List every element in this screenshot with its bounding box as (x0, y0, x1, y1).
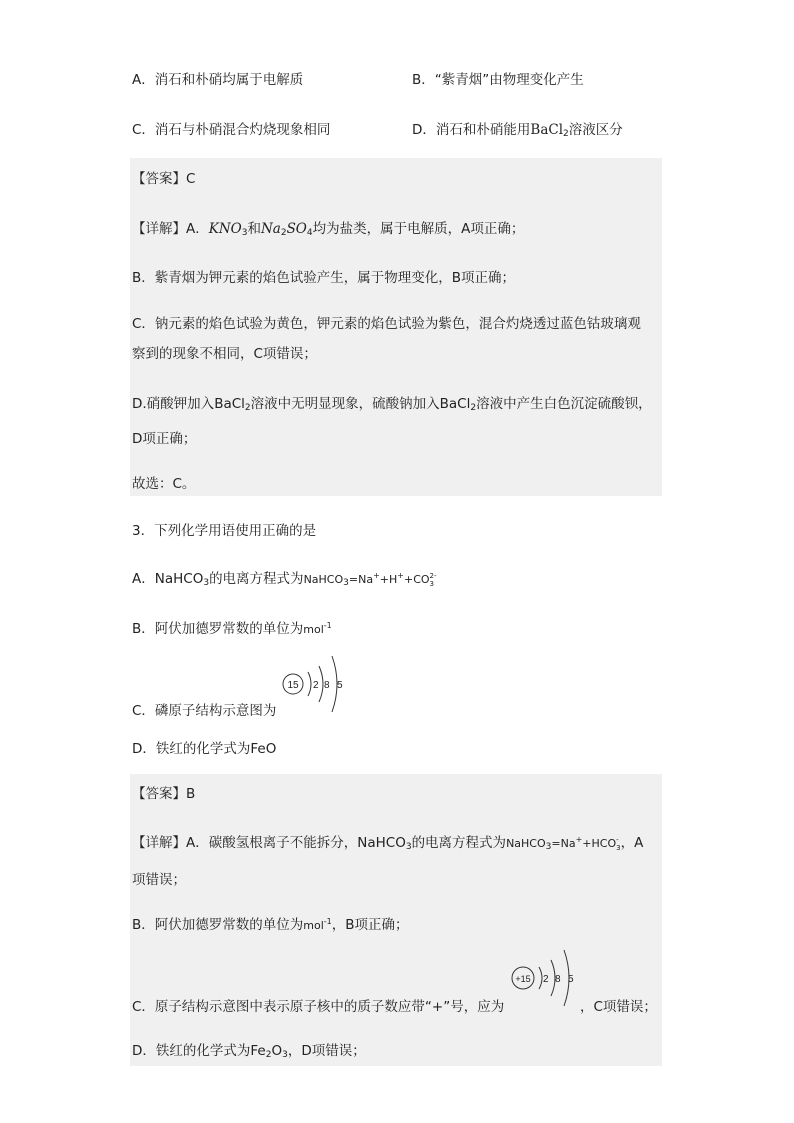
detail-q3-b (132, 913, 409, 933)
na2so4-na: Na (260, 221, 281, 237)
detail-q2-a-rest: 均为盐类，属于电解质，A项正确； (312, 221, 525, 237)
q3-a-eq-supsub (430, 572, 437, 588)
q3-a-mid: 的电离方程式为 (209, 571, 304, 587)
q2-option-d-sub: 2 (563, 129, 569, 139)
detail-q3-b-pre: B．阿伏加德罗常数的单位为 (132, 917, 304, 933)
corrected-shell-count-3: 5 (568, 974, 574, 985)
q2-option-d-post: 溶液区分 (568, 122, 623, 138)
and-word: 和 (247, 221, 261, 237)
corrected-shell-arc-1 (539, 967, 542, 989)
answer-q2: 【答案】C (132, 171, 196, 187)
q3-b-pre: B．阿伏加德罗常数的单位为 (132, 621, 304, 637)
detail-q3-eq-2: =Na (551, 837, 576, 850)
choose-q2: 故选：C。 (132, 476, 196, 492)
q3-a-eq-sup1: + (373, 571, 380, 580)
bacl2-formula: BaCl (214, 396, 245, 412)
kno3-formula: KNO (208, 221, 242, 237)
bacl2-sub: 2 (244, 403, 251, 413)
q3-stem: 3．下列化学用语使用正确的是 (132, 523, 317, 539)
q3-b-unit: mol (303, 623, 324, 636)
answer-q3: 【答案】B (132, 786, 196, 802)
q3-d-formula: FeO (250, 741, 277, 757)
detail-q3-a1-pre: 【详解】A．碳酸氢根离子不能拆分， (132, 835, 358, 851)
detail-q2-c1: C．钠元素的焰色试验为黄色，钾元素的焰色试验为紫色，混合灼烧透过蓝色钴玻璃观 (132, 316, 641, 332)
detail-q3-c-pre: C．原子结构示意图中表示原子核中的质子数应带“+”号，应为 (132, 999, 505, 1015)
q3-d-pre: D．铁红的化学式为 (132, 741, 251, 757)
q3-option-a (132, 567, 437, 588)
q3-a-equation (304, 573, 437, 586)
q2-option-d-formula: BaCl (530, 122, 564, 138)
q2-option-c: C．消石与朴硝混合灼烧现象相同 (132, 122, 331, 138)
nucleus-label: 15 (287, 680, 299, 691)
q3-a-eq-sub: 3 (343, 578, 349, 588)
q2-option-d (412, 118, 623, 139)
detail-q3-a2: 项错误； (132, 872, 186, 888)
detail-q3-eq-3: +HCO (582, 837, 617, 850)
detail-q3-d-sub1: 2 (265, 1050, 272, 1060)
detail-q3-eq-sub: 3 (545, 842, 552, 852)
q3-a-eq-1: NaHCO (303, 573, 344, 586)
na2so4-sub1: 2 (280, 228, 287, 238)
detail-q3-d-fe: Fe (250, 1043, 266, 1059)
detail-q3-d-sub2: 3 (282, 1050, 288, 1060)
detail-q2-d1-mid: 溶液中无明显现象，硫酸钠加入 (250, 396, 440, 412)
q3-a-eq-4: +CO (403, 573, 430, 586)
detail-q3-a1 (132, 831, 643, 852)
corrected-shell-count-1: 2 (543, 974, 549, 985)
q3-option-b (132, 617, 332, 637)
q3-a-eq-3: +H (379, 573, 398, 586)
q3-a-eq-sup2: + (397, 571, 404, 580)
detail-q3-d-o: O (271, 1043, 283, 1059)
detail-q3-a1-mid: 的电离方程式为 (411, 835, 507, 851)
kno3-sub: 3 (241, 228, 248, 238)
detail-q3-a1-formula: NaHCO (357, 835, 406, 851)
detail-q3-b-post: ，B项正确； (331, 917, 409, 933)
detail-q3-eq-sup2: - (616, 836, 619, 844)
detail-q3-a1-equation (506, 837, 621, 850)
detail-q2-c2: 察到的现象不相同，C项错误； (132, 346, 317, 362)
corrected-atom-diagram (510, 947, 580, 1011)
bacl2-sub-2: 2 (470, 403, 477, 413)
q3-a-pre: A． (132, 571, 155, 587)
detail-q2-a (132, 217, 524, 238)
corrected-shell-count-2: 8 (555, 974, 561, 985)
corrected-nucleus-label: +15 (515, 974, 531, 984)
detail-q3-d-pre: D．铁红的化学式为 (132, 1043, 251, 1059)
na2so4-so: SO (286, 221, 307, 237)
detail-q3-b-unit-sup: -1 (323, 917, 332, 926)
detail-q2-d1-post: 溶液中产生白色沉淀硫酸钡， (476, 396, 652, 412)
detail-q2-prefix: 【详解】A． (132, 221, 209, 237)
phosphorus-atom-diagram (282, 652, 352, 716)
shell-count-2: 8 (324, 680, 330, 691)
shell-arc-1 (308, 672, 311, 696)
q2-option-b: B．“紫青烟”由物理变化产生 (412, 72, 584, 88)
q3-option-c: C．磷原子结构示意图为 (132, 703, 277, 719)
detail-q3-d-post: ，D项错误； (287, 1043, 366, 1059)
q3-a-eq-sup3: 2- (429, 572, 437, 580)
detail-q2-d1-pre: D.硝酸钾加入 (132, 396, 215, 412)
shell-count-3: 5 (337, 680, 343, 691)
detail-q3-eq-sub2: 3 (616, 844, 621, 852)
detail-q3-d (132, 1039, 366, 1060)
q3-a-eq-sub3: 3 (429, 580, 435, 588)
q3-a-eq-2: =Na (348, 573, 374, 586)
detail-q3-b-unit: mol (303, 919, 324, 932)
detail-q3-a1-formula-sub: 3 (405, 842, 412, 852)
shell-count-1: 2 (313, 680, 319, 691)
detail-q3-eq-sup1: + (575, 835, 583, 844)
na2so4-sub2: 4 (306, 228, 313, 238)
q3-b-unit-sup: -1 (323, 621, 332, 630)
shell-arc-2 (319, 666, 323, 702)
q2-option-d-pre: D．消石和朴硝能用 (412, 122, 531, 138)
q3-option-d (132, 737, 276, 757)
q3-a-formula: NaHCO (154, 571, 204, 587)
detail-q3-c-post: ，C项错误； (580, 999, 657, 1015)
bacl2-formula-2: BaCl (439, 396, 471, 412)
detail-q2-b: B．紫青烟为钾元素的焰色试验产生，属于物理变化，B项正确； (132, 270, 516, 286)
detail-q2-d1 (132, 392, 652, 413)
q2-option-a: A．消石和朴硝均属于电解质 (132, 72, 304, 88)
q3-a-formula-sub: 3 (203, 578, 210, 588)
detail-q2-d2: D项正确； (132, 431, 197, 447)
detail-q3-eq-1: NaHCO (506, 837, 546, 850)
detail-q3-a1-post: ，A (620, 835, 644, 851)
